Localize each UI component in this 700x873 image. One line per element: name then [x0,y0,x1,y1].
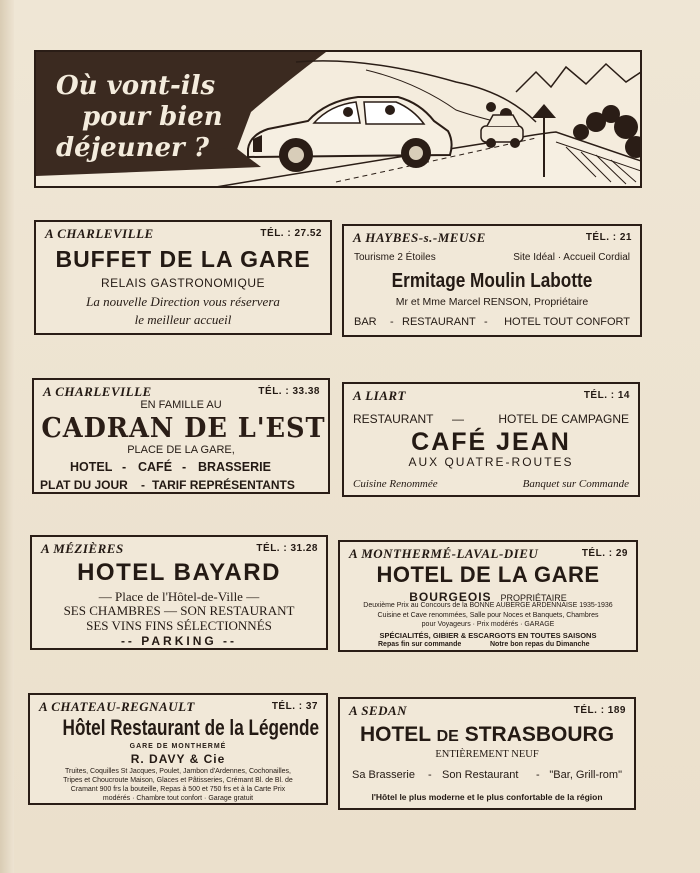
ad-vins: SES VINS FINS SÉLECTIONNÉS [86,618,272,633]
ad-intro: EN FAMILLE AU [140,399,222,411]
ad-name-a: HOTEL [359,723,431,746]
ad-owner: BOURGEOIS [409,590,492,604]
ad-text-2: pour Voyageurs · Prix modérés · GARAGE [421,621,555,628]
ad-telephone: TÉL. : 31.28 [256,543,318,554]
ad-chambres: SES CHAMBRES [63,603,161,618]
page-edge [0,0,14,873]
ad-location: A MONTHERMÉ-LAVAL-DIEU [349,546,539,561]
ad-restaurant: RESTAURANT [353,412,434,426]
ad-parking: PARKING [141,634,217,648]
ad-specialites: SPÉCIALITÉS, GIBIER & ESCARGOTS EN TOUTES SAISONS [379,631,597,640]
ad-dimanche: Notre bon repas du Dimanche [490,641,590,648]
ad-location: A HAYBES-s.-MEUSE [353,230,486,245]
ad-brasserie: BRASSERIE [198,460,271,474]
ad-gare: GARE DE MONTHERMÉ [129,743,227,750]
ad-location: A SEDAN [349,703,408,718]
ad-restaurant: SON RESTAURANT [180,603,295,618]
ad-ermitage-moulin-labotte: A HAYBES-s.-MEUSE TÉL. : 21 Tourisme 2 Étoiles Site Idéal · Accueil Cordial Ermitage Moulin Labotte Mr et Mme Marcel RENSON, Propriétaire BAR - RESTAURANT - HOTEL TOUT CONFORT [342,224,642,337]
ad-hotel-de-la-gare [338,540,638,652]
ad-place: PLACE DE LA GARE, [127,444,235,456]
ad-hotel: HOTEL [70,460,113,474]
ad-telephone: TÉL. : 189 [573,705,626,716]
ad-place: Place de l'Hôtel-de-Ville [115,589,243,604]
ad-name: CAFÉ JEAN [411,428,571,456]
ad-name: BUFFET DE LA GARE [55,246,311,272]
banner-line-2: pour bien [82,102,223,132]
ad-brasserie: Sa Brasserie [352,769,415,781]
ad-name: CADRAN DE L'EST [41,413,326,444]
ad-location: A CHATEAU-REGNAULT [39,699,195,714]
ad-owner-title: PROPRIÉTAIRE [500,593,567,603]
ad-subtitle: RELAIS GASTRONOMIQUE [100,276,266,290]
ad-telephone: TÉL. : 21 [585,232,632,243]
ad-telephone: TÉL. : 14 [583,390,630,401]
ad-name: Ermitage Moulin Labotte [391,270,593,292]
ad-name: Hôtel Restaurant de la Légende [62,715,320,740]
ad-telephone: TÉL. : 29 [581,548,628,559]
ad-cadran-de-l-est: A CHARLEVILLE TÉL. : 33.38 EN FAMILLE AU CADRAN DE L'EST PLACE DE LA GARE, HOTEL - CAFÉ - BRASSERIE PLAT DU JOUR - TARIF REPRÉSENTANTS [32,378,330,494]
ad-cafe-jean: A LIART TÉL. : 14 RESTAURANT — HOTEL DE CAMPAGNE CAFÉ JEAN AUX QUATRE-ROUTES Cuisine Renommée Banquet sur Commande [342,382,640,497]
ad-repas: Repas fin sur commande [378,641,462,648]
ad-hotel-campagne: HOTEL DE CAMPAGNE [498,412,629,426]
ad-name: HOTEL DE LA GARE [376,562,600,587]
ad-subtitle: AUX QUATRE-ROUTES [408,455,574,469]
ad-hotel: HOTEL TOUT CONFORT [504,316,630,328]
ad-telephone: TÉL. : 27.52 [260,228,322,239]
ad-location: A CHARLEVILLE [45,226,154,241]
ad-left-info: Tourisme 2 Étoiles [354,252,436,263]
banner-line-3: déjeuner ? [56,133,210,163]
ad-telephone: TÉL. : 37 [271,701,318,712]
ad-restaurant: Son Restaurant [442,769,519,781]
ad-right-text: Banquet sur Commande [522,478,629,490]
car-scene-illustration [36,52,642,188]
ad-location: A MÉZIÈRES [41,541,124,556]
ad-text-1: Cuisine et Cave renommées, Salle pour Noces et Banquets, Chambres [377,612,599,619]
ad-owner: Mr et Mme Marcel RENSON, Propriétaire [395,296,589,308]
ad-restaurant: RESTAURANT [402,316,476,328]
ad-tarif: TARIF REPRÉSENTANTS [152,478,295,492]
ad-bar: "Bar, Grill-rom" [549,769,622,781]
ad-hotel-de-strasbourg: A SEDAN TÉL. : 189 HOTEL DE STRASBOURG ENTIÈREMENT NEUF Sa Brasserie - Son Restaurant - "Bar, Grill-rom" l'Hôtel le plus moderne et le plus confortable de la région [338,697,636,810]
ad-location: A CHARLEVILLE [43,384,152,399]
ad-name-b: DE [436,728,459,745]
ad-right-info: Site Idéal · Accueil Cordial [513,252,630,263]
ad-cafe: CAFÉ [138,460,173,474]
ad-plat: PLAT DU JOUR [40,478,128,492]
ad-hotel-restaurant-de-la-legende [28,693,328,805]
ad-detail-4: modérés · Chambre tout confort · Garage gratuit [102,795,254,802]
ad-detail-3: Cramant 900 frs la bouteille, Repas à 500 et 750 frs et à la Carte Prix [70,786,286,793]
ad-prize: Deuxième Prix au Concours de la BONNE AUBERGE ARDENNAISE 1935-1936 [363,602,613,609]
ad-subtitle: ENTIÈREMENT NEUF [435,749,539,760]
ad-telephone: TÉL. : 33.38 [258,386,320,397]
ad-detail-2: Tripes et Choucroute Maison, Glaces et Pâtisseries, Crémant Bl. de Bl. de [63,777,293,784]
ad-text-1: La nouvelle Direction vous réservera [86,294,280,309]
banner-line-1: Où vont-ils [56,71,216,101]
ad-buffet-de-la-gare [34,220,332,335]
ad-text-2: le meilleur accueil [134,312,232,327]
ad-owner: R. DAVY & Cie [130,752,226,766]
ad-bar: BAR [354,316,377,328]
ad-location: A LIART [353,388,406,403]
illustration-banner [34,50,642,188]
ad-name: HOTEL BAYARD [77,559,281,586]
ad-left-text: Cuisine Renommée [353,478,438,490]
ad-slogan: l'Hôtel le plus moderne et le plus confortable de la région [371,792,603,802]
ad-name-c: STRASBOURG [464,723,615,746]
ad-hotel-bayard: A MÉZIÈRES TÉL. : 31.28 HOTEL BAYARD — Place de l'Hôtel-de-Ville — SES CHAMBRES — SON RESTAURANT SES VINS FINS SÉLECTIONNÉS -- PARKING -- [30,535,328,650]
ad-detail-1: Truites, Coquilles St Jacques, Poulet, Jambon d'Ardennes, Cochonailles, [65,768,291,775]
